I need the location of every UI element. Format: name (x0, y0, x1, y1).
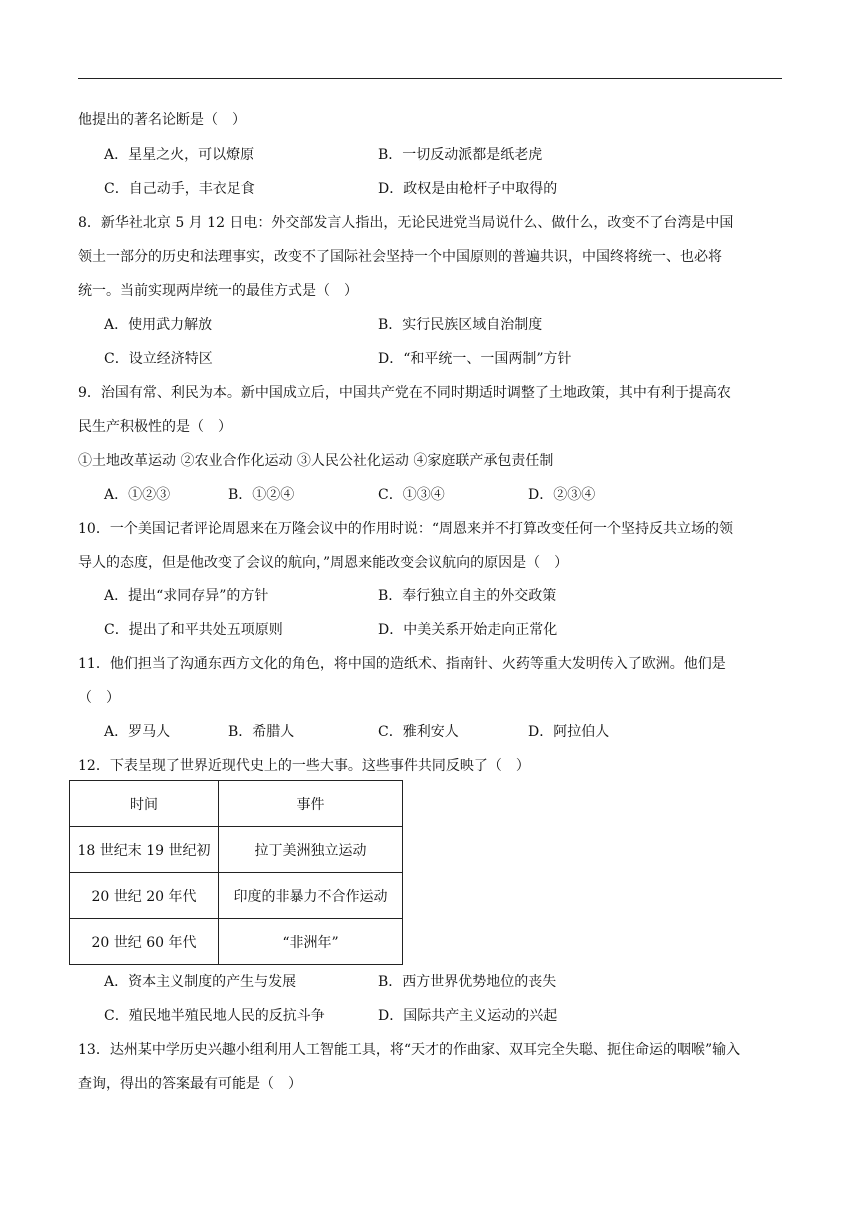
q10-option-a: A．提出“求同存异”的方针 (104, 588, 269, 604)
q10-line-2: 导人的态度，但是他改变了会议的航向，”周恩来能改变会议航向的原因是（ ） (78, 555, 569, 571)
row-time: 20 世纪 60 年代 (70, 919, 219, 965)
q9-option-a: A．①②③ (104, 487, 171, 503)
q8-option-d: D．“和平统一、一国两制”方针 (378, 351, 572, 367)
table-row (70, 919, 403, 965)
q11-option-b: B．希腊人 (228, 724, 295, 740)
q11-option-c: C．雅利安人 (378, 724, 459, 740)
q9-option-c: C．①③④ (378, 487, 445, 503)
q9-items: ①土地改革运动 ②农业合作化运动 ③人民公社化运动 ④家庭联产承包责任制 (78, 453, 554, 469)
q10-option-d: D．中美关系开始走向正常化 (378, 622, 558, 638)
q9-line-1: 9．治国有常、利民为本。新中国成立后，中国共产党在不同时期适时调整了土地政策，其中有利于提高农 (78, 385, 731, 401)
row-event: 印度的非暴力不合作运动 (219, 873, 403, 919)
q9-option-b: B．①②④ (228, 487, 295, 503)
row-event: “非洲年” (219, 919, 403, 965)
row-time: 20 世纪 20 年代 (70, 873, 219, 919)
q7-option-b: B．一切反动派都是纸老虎 (378, 147, 543, 163)
q12-stem: 12．下表呈现了世界近现代史上的一些大事。这些事件共同反映了（ ） (78, 758, 530, 774)
q10-option-b: B．奉行独立自主的外交政策 (378, 588, 557, 604)
q9-option-d: D．②③④ (528, 487, 596, 503)
q8-line-3: 统一。当前实现两岸统一的最佳方式是（ ） (78, 283, 358, 299)
q12-option-a: A．资本主义制度的产生与发展 (104, 974, 297, 990)
row-time: 18 世纪末 19 世纪初 (70, 827, 219, 873)
q7-stem: 他提出的著名论断是（ ） (78, 112, 246, 128)
q10-line-1: 10．一个美国记者评论周恩来在万隆会议中的作用时说：“周恩来并不打算改变任何一个坚持反共立场的领 (78, 521, 733, 537)
q9-line-2: 民生产积极性的是（ ） (78, 419, 232, 435)
header-time: 时间 (70, 781, 219, 827)
q12-option-b: B．西方世界优势地位的丧失 (378, 974, 557, 990)
q7-option-d: D．政权是由枪杆子中取得的 (378, 181, 558, 197)
q11-option-d: D．阿拉伯人 (528, 724, 610, 740)
table-row (70, 873, 403, 919)
q13-line-2: 查询，得出的答案最有可能是（ ） (78, 1076, 302, 1092)
q7-option-a: A．星星之火，可以燎原 (104, 147, 255, 163)
q11-line-1: 11．他们担当了沟通东西方文化的角色，将中国的造纸术、指南针、火药等重大发明传入了欧洲。他们是 (78, 656, 726, 672)
q8-option-b: B．实行民族区域自治制度 (378, 317, 543, 333)
q8-line-2: 领土一部分的历史和法理事实，改变不了国际社会坚持一个中国原则的普遍共识，中国终将统一、也必将 (78, 249, 722, 265)
q11-option-a: A．罗马人 (104, 724, 171, 740)
events-table (69, 780, 403, 965)
q7-option-c: C．自己动手，丰衣足食 (104, 181, 255, 197)
header-rule (78, 78, 782, 79)
table-header-row (70, 781, 403, 827)
row-event: 拉丁美洲独立运动 (219, 827, 403, 873)
header-event: 事件 (219, 781, 403, 827)
q13-line-1: 13．达州某中学历史兴趣小组利用人工智能工具，将“天才的作曲家、双耳完全失聪、扼住命运的咽喉”输入 (78, 1042, 741, 1058)
q12-option-d: D．国际共产主义运动的兴起 (378, 1008, 558, 1024)
table-row (70, 827, 403, 873)
q11-line-2: （ ） (78, 690, 120, 706)
q10-option-c: C．提出了和平共处五项原则 (104, 622, 283, 638)
q8-option-c: C．设立经济特区 (104, 351, 213, 367)
q8-option-a: A．使用武力解放 (104, 317, 213, 333)
q8-line-1: 8．新华社北京 5 月 12 日电：外交部发言人指出，无论民进党当局说什么、做什么，改变不了台湾是中国 (78, 215, 734, 231)
q12-option-c: C．殖民地半殖民地人民的反抗斗争 (104, 1008, 325, 1024)
